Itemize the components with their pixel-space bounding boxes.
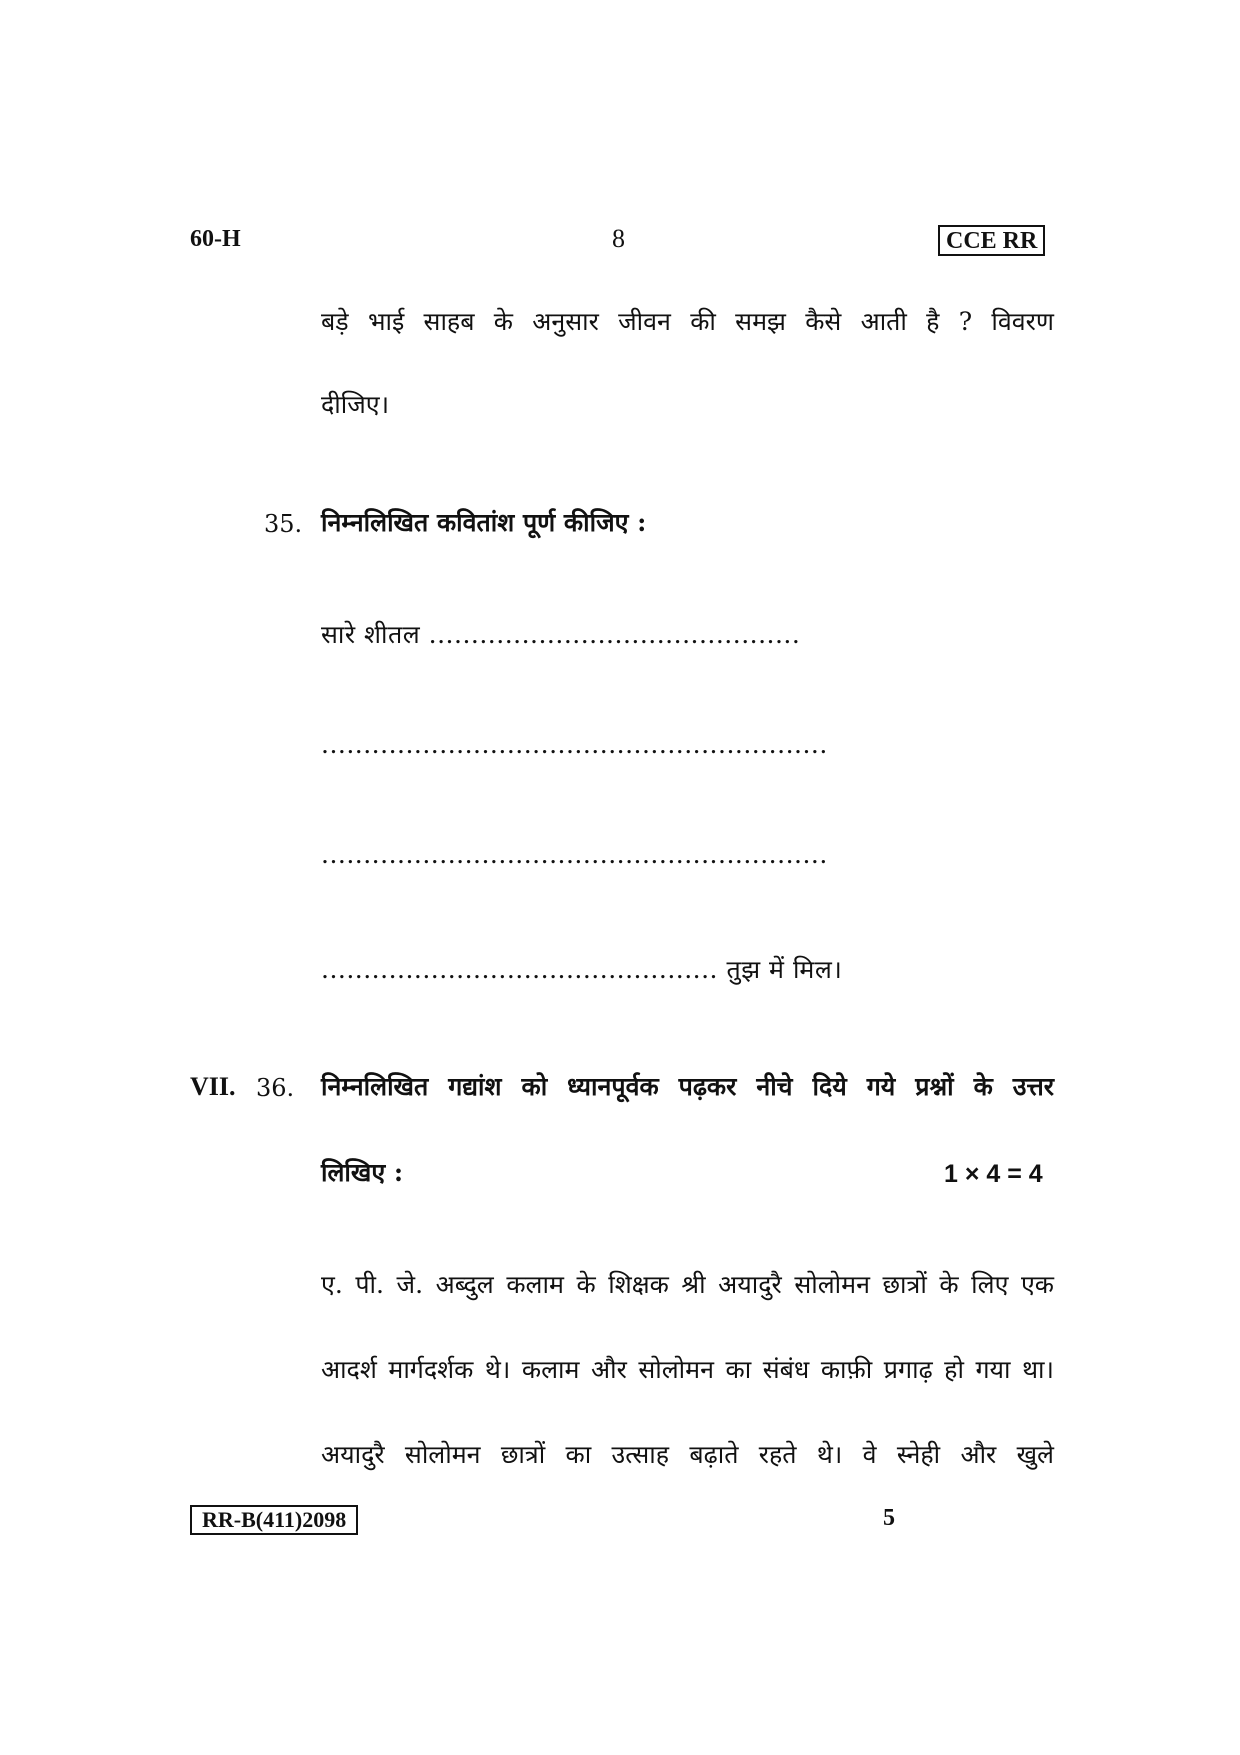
passage-line-2: आदर्श मार्गदर्शक थे। कलाम और सोलोमन का संबंध काफ़ी प्रगाढ़ हो गया था। (321, 1355, 1054, 1384)
paper-code: 60-H (190, 226, 241, 252)
question-number-35: 35. (264, 510, 303, 538)
q34-text-line-1: बड़े भाई साहब के अनुसार जीवन की समझ कैसे आती है ? विवरण (321, 307, 1054, 336)
passage-line-3: अयादुरै सोलोमन छात्रों का उत्साह बढ़ाते रहते थे। वे स्नेही और खुले (321, 1440, 1054, 1469)
section-number: VII. (190, 1072, 236, 1101)
footer-paper-code-box: RR-B(411)2098 (190, 1505, 358, 1535)
question-number-36: 36. (256, 1074, 295, 1102)
q34-text-line-2: दीजिए। (321, 390, 390, 419)
q36-instruction-line-1: निम्नलिखित गद्यांश को ध्यानपूर्वक पढ़कर नीचे दिये गये प्रश्नों के उत्तर (321, 1072, 1054, 1101)
marks-allocation: 1 × 4 = 4 (944, 1160, 1043, 1188)
poem-line-2: ............................................................ (321, 730, 828, 759)
passage-line-1: ए. पी. जे. अब्दुल कलाम के शिक्षक श्री अयादुरै सोलोमन छात्रों के लिए एक (321, 1270, 1054, 1299)
poem-line-1: सारे शीतल ............................................ (321, 620, 801, 649)
page-number: 8 (612, 224, 625, 253)
poem-line-4: ............................................... तुझ में मिल। (321, 955, 843, 984)
footer-number: 5 (883, 1505, 895, 1531)
q35-instruction: निम्नलिखित कवितांश पूर्ण कीजिए : (321, 508, 647, 537)
q36-instruction-line-2: लिखिए : (321, 1158, 404, 1187)
exam-series-box: CCE RR (938, 225, 1045, 256)
poem-line-3: ............................................................ (321, 840, 828, 869)
